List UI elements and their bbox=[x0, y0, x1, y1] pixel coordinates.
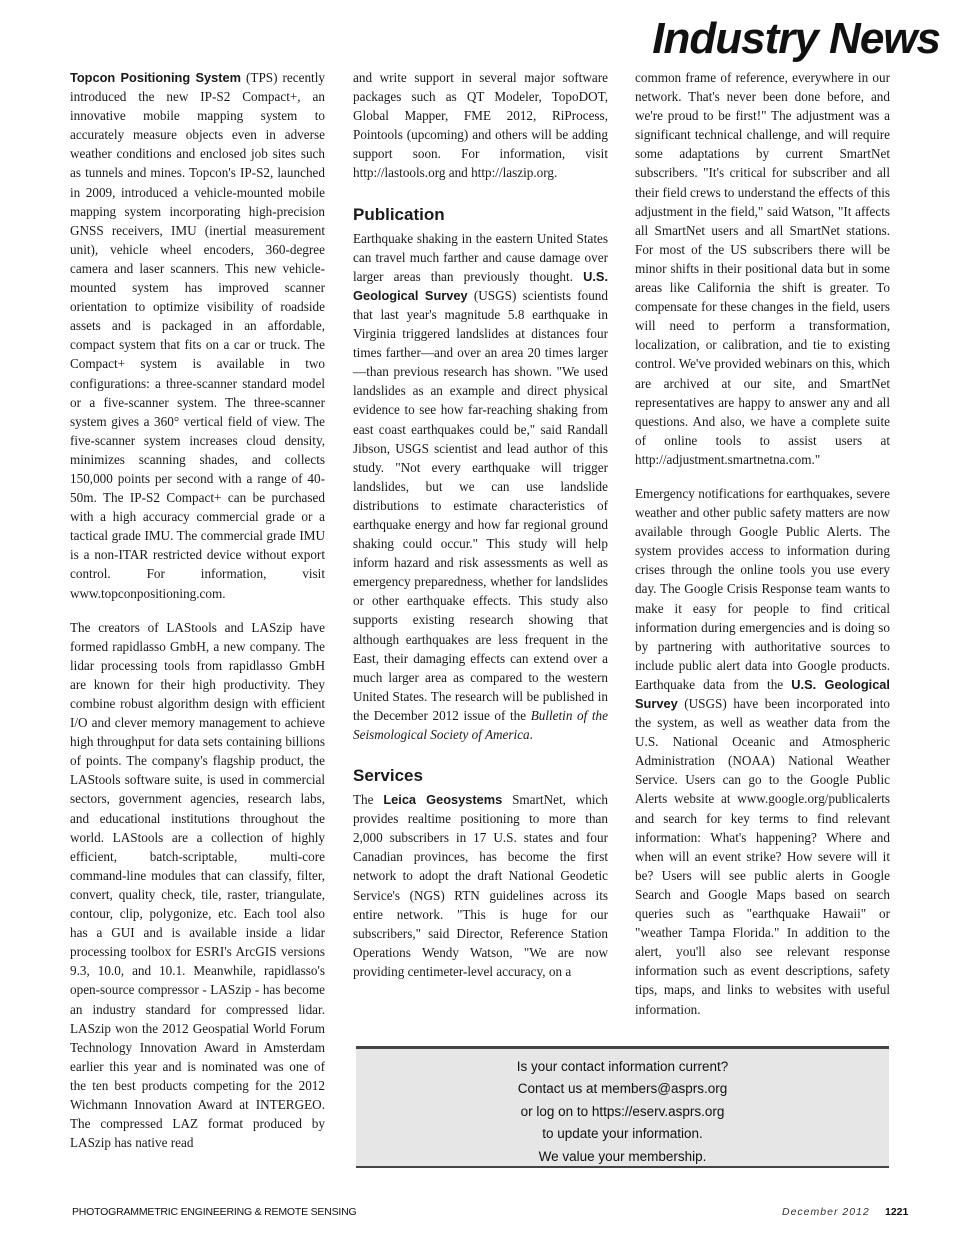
column-1 bbox=[70, 68, 325, 1152]
paragraph-text: (USGS) scientists found that last year's magnitude 5.8 earthquake in Virginia triggered landslides at distances four times farther—and over an area 20 times larger—than previous research has shown. "We used landslides as an example and direct physical evidence to see how far-reaching shaking from east coast earthquakes could be," said Randall Jibson, USGS scientist and lead author of this study. "Not every earthquake will trigger landslides, but we can use landslide distributions to estimate characteristics of earthquake energy and how far regional ground shaking could occur." This study will help inform hazard and risk assessments as well as emergency preparedness, whether for landslides or other earthquake effects. This study also supports existing research showing that although earthquakes are less frequent in the East, their damaging effects can extend over a much larger area as compared to the western United States. The research will be published in the December 2012 issue of the bbox=[353, 287, 608, 723]
agency-name: U.S. Geological Survey bbox=[353, 268, 608, 303]
paragraph-text: and write support in several major software packages such as QT Modeler, TopoDOT, Global Mapper, FME 2012, RiProcess, Pointools (upcoming) and others will be adding support soon. For information, visit http://lastools.org and http://laszip.org. bbox=[353, 70, 608, 181]
contact-line: to update your information. bbox=[542, 1126, 703, 1142]
contact-line: Contact us at members@asprs.org bbox=[517, 1081, 728, 1097]
smartnet-continuation bbox=[635, 68, 890, 469]
issue-date: December 2012 bbox=[782, 1206, 870, 1218]
paragraph-text: common frame of reference, everywhere in our network. That's never been done before, and we're proud to be first!" The adjustment was a significant technical challenge, and will require some adaptations by current SmartNet subscribers. "It's critical for subscriber and all their field crews to understand the effects of this adjustment in the field," said Watson, "It affects all SmartNet users and all SmartNet stations. For most of the US subscribers there will be minor shifts in their positional data but in some areas like California the shift is greater. To compensate for these changes in the field, users will need to perform a transformation, localization, or calibration, and tie to existing control. We've provided webinars on this, which are archived at our site, and SmartNet representatives are happy to answer any and all questions. And also, we have a complete suite of online tools to assist users at http://adjustment.smartnetna.com." bbox=[635, 70, 890, 467]
journal-name: Bulletin of the Seismological Society of America bbox=[353, 707, 608, 742]
paragraph-text: SmartNet, which provides realtime positioning to more than 2,000 subscribers in 17 U.S. states and four Canadian provinces, has become the first network to adopt the draft National Geodetic Service's (NGS) RTN guidelines across its entire network. "This is huge for our subscribers," said Director, Reference Station Operations Wendy Watson, "We are now providing centimeter-level accuracy, on a bbox=[353, 792, 608, 979]
paragraph-text: (USGS) have been incorporated into the system, as well as weather data from the U.S. National Oceanic and Atmospheric Administration (NOAA) National Weather Service. Users can go to the Google Public Alerts website at www.google.org/publicalerts and search for key terms to find relevant information: What's happening? Where and when will an event strike? How severe will it be? Users will see public alerts in Google Search and Google Maps based on search queries such as "earthquake Hawaii" or "weather Tampa Florida." In addition to the alert, you'll also see relevant response information such as event descriptions, safety tips, maps, and links to websites with useful information. bbox=[635, 696, 890, 1017]
contact-line: We value your membership. bbox=[538, 1148, 707, 1164]
google-alerts-paragraph bbox=[635, 484, 890, 1019]
services-paragraph bbox=[353, 790, 608, 981]
lastools-continuation bbox=[353, 68, 608, 183]
topcon-paragraph bbox=[70, 68, 325, 603]
paragraph-text: (TPS) recently introduced the new IP-S2 Compact+, an innovative mobile mapping system to accurately measure objects even in adverse weather conditions and enclosed job sites such as tunnels and mines. Topcon's IP-S2, launched in 2009, introduced a vehicle-mounted mobile mapping system incorporating high-precision GNSS receivers, IMU (inertial measurement unit), vehicle wheel encoders, 360-degree camera and laser scanners. This new vehicle-mounted system has improved scanner orientation to optimize visibility of roadside assets and is packaged in an affordable, compact system that fits on a car or truck. The Compact+ system is available in two configurations: a three-scanner standard model or a five-scanner system. The three-scanner system gives a 360° vertical field of view. The five-scanner system increases cloud density, minimizes scanning shades, and collects 150,000 points per second with a range of 40-50m. The IP-S2 Compact+ can be purchased with a high accuracy commercial grade or a tactical grade IMU. The commercial grade IMU is a non-ITAR restricted device without export control. For information, visit www.topconpositioning.com. bbox=[70, 70, 325, 601]
paragraph-text: The creators of LAStools and LASzip have formed rapidlasso GmbH, a new company. The lidar processing tools from rapidlasso GmbH are known for their high productivity. They combine robust algorithm design with efficient I/O and clever memory management to achieve high throughput for data sets containing billions of points. The company's flagship product, the LAStools software suite, is used in commercial sectors, government agencies, research labs, and educational institutions throughout the world. LAStools are a collection of highly efficient, batch-scriptable, multi-core command-line modules that can classify, filter, convert, quality check, tile, raster, triangulate, contour, clip, polygonize, etc. Each tool also has a GUI and is available inside a lidar processing toolbox for ESRI's ArcGIS versions 9.3, 10.0, and 10.1. Meanwhile, rapidlasso's open-source compressor - LASzip - has become an industry standard for compressed lidar. LASzip won the 2012 Geospatial World Forum Technology Innovation Award in Amsterdam earlier this year and is nominated was one of the ten best products competing for the 2012 Wichmann Innovation Award at INTERGEO. The compressed LAZ format produced by LASzip has native read bbox=[70, 619, 325, 1151]
section-title: Industry News bbox=[652, 14, 940, 63]
journal-footer: PHOTOGRAMMETRIC ENGINEERING & REMOTE SENSING bbox=[72, 1206, 357, 1218]
paragraph-text: Earthquake shaking in the eastern United States can travel much farther and cause damage over larger areas than previously thought. bbox=[353, 230, 608, 284]
column-3 bbox=[635, 68, 890, 1019]
page-number: 1221 bbox=[885, 1206, 909, 1218]
company-name: Topcon Positioning System bbox=[70, 70, 241, 85]
contact-info-box bbox=[356, 1046, 889, 1168]
contact-line: Is your contact information current? bbox=[516, 1059, 729, 1074]
paragraph-text: Emergency notifications for earthquakes, severe weather and other public safety matters are now available through Google Public Alerts. The system provides access to information during crises through the online tools you use every day. The Google Crisis Response team wants to make it easy for people to find critical information during emergencies and is doing so by partnering with authoritative sources to include public alert data into Google products. Earthquake data from the bbox=[635, 485, 890, 692]
agency-name: U.S. Geological Survey bbox=[635, 676, 890, 711]
paragraph-text: . bbox=[529, 727, 533, 742]
contact-line: or log on to https://eserv.asprs.org bbox=[520, 1103, 725, 1119]
paragraph-text: The bbox=[353, 792, 384, 808]
publication-heading: Publication bbox=[353, 204, 445, 224]
publication-paragraph bbox=[353, 229, 608, 745]
rapidlasso-paragraph bbox=[70, 618, 325, 1153]
services-heading: Services bbox=[353, 766, 423, 786]
column-2 bbox=[353, 68, 608, 981]
company-name: Leica Geosystems bbox=[383, 792, 503, 808]
